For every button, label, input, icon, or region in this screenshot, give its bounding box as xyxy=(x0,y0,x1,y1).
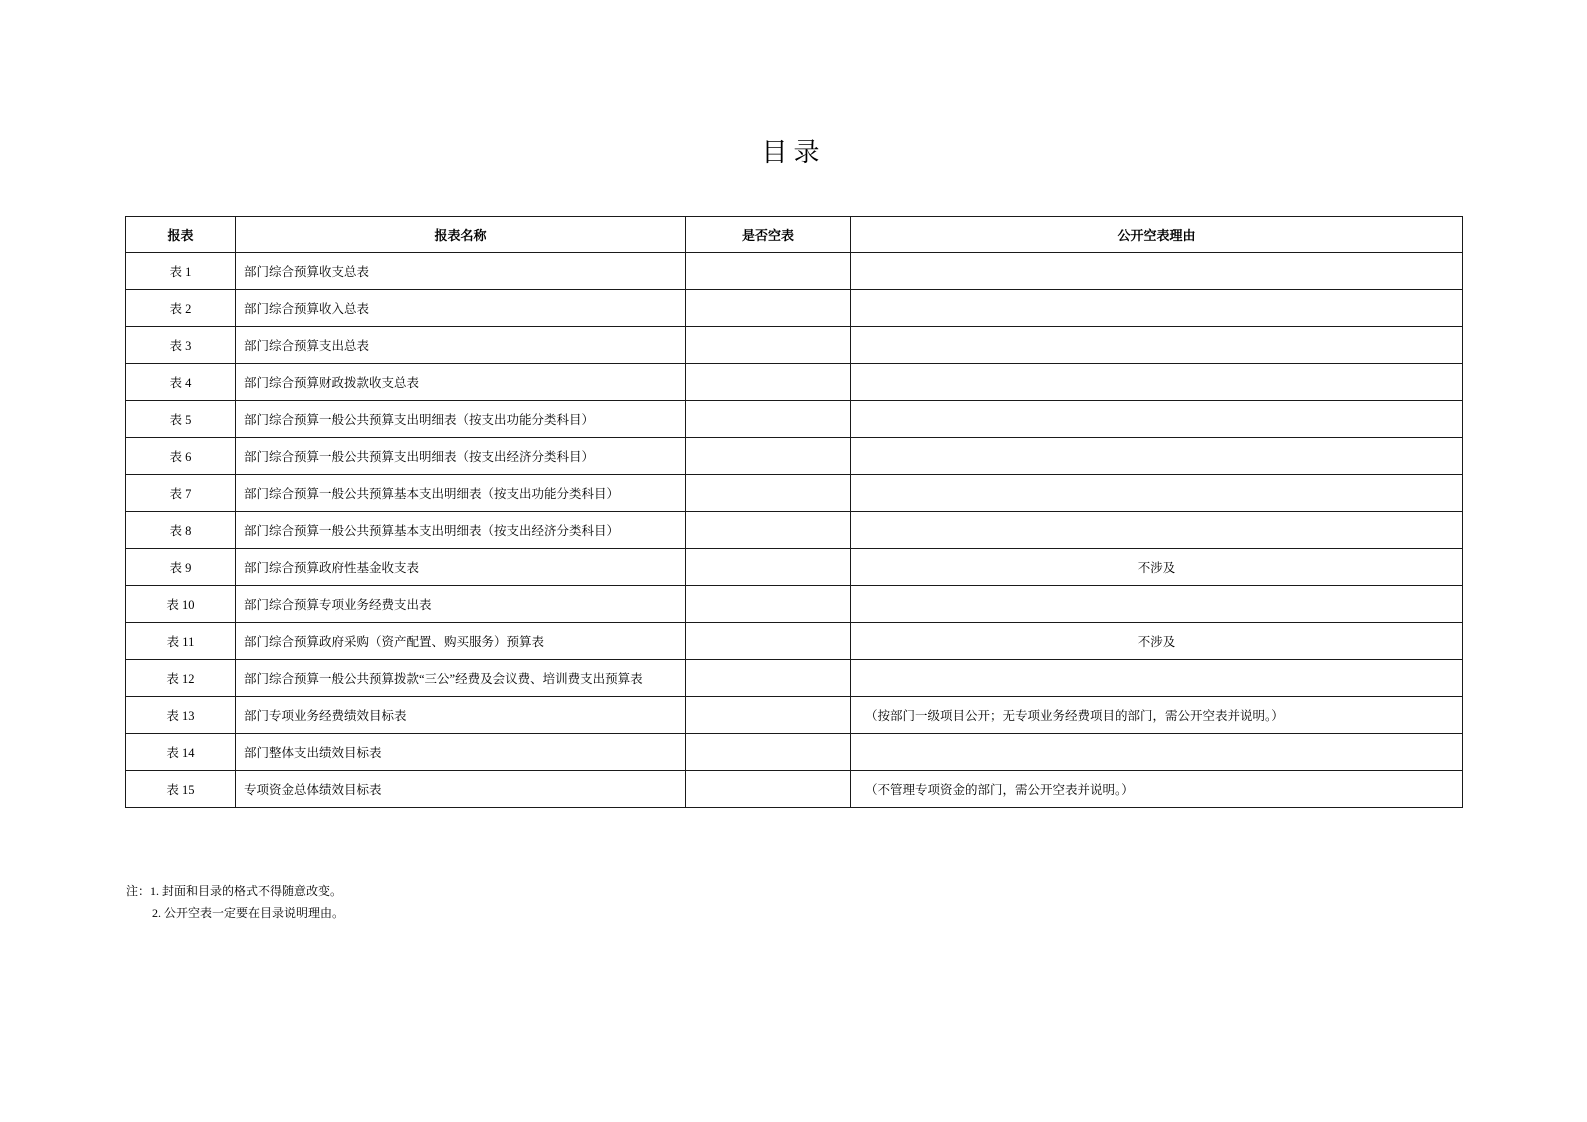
cell-name: 部门综合预算政府采购（资产配置、购买服务）预算表 xyxy=(236,623,686,660)
cell-name: 部门综合预算支出总表 xyxy=(236,327,686,364)
cell-is-empty xyxy=(686,512,851,549)
cell-name: 部门综合预算财政拨款收支总表 xyxy=(236,364,686,401)
cell-name: 部门综合预算一般公共预算支出明细表（按支出经济分类科目） xyxy=(236,438,686,475)
cell-no: 表 14 xyxy=(126,734,236,771)
cell-name: 部门综合预算一般公共预算基本支出明细表（按支出功能分类科目） xyxy=(236,475,686,512)
column-header-reason: 公开空表理由 xyxy=(851,217,1463,253)
cell-reason: （不管理专项资金的部门，需公开空表并说明。） xyxy=(851,771,1463,808)
cell-is-empty xyxy=(686,623,851,660)
cell-no: 表 6 xyxy=(126,438,236,475)
cell-reason xyxy=(851,512,1463,549)
cell-no: 表 9 xyxy=(126,549,236,586)
cell-reason xyxy=(851,290,1463,327)
cell-no: 表 11 xyxy=(126,623,236,660)
cell-no: 表 4 xyxy=(126,364,236,401)
cell-no: 表 2 xyxy=(126,290,236,327)
cell-reason xyxy=(851,734,1463,771)
footnote-line-1: 注：1. 封面和目录的格式不得随意改变。 xyxy=(126,884,343,898)
cell-reason xyxy=(851,401,1463,438)
cell-name: 部门综合预算政府性基金收支表 xyxy=(236,549,686,586)
cell-no: 表 15 xyxy=(126,771,236,808)
cell-name: 部门综合预算收入总表 xyxy=(236,290,686,327)
cell-no: 表 10 xyxy=(126,586,236,623)
table-header xyxy=(126,217,1463,253)
cell-is-empty xyxy=(686,401,851,438)
table-row xyxy=(126,290,1463,327)
cell-name: 部门综合预算一般公共预算基本支出明细表（按支出经济分类科目） xyxy=(236,512,686,549)
table-row xyxy=(126,512,1463,549)
cell-name: 部门综合预算一般公共预算拨款“三公”经费及会议费、培训费支出预算表 xyxy=(236,660,686,697)
cell-reason xyxy=(851,327,1463,364)
cell-name: 部门整体支出绩效目标表 xyxy=(236,734,686,771)
table-row xyxy=(126,586,1463,623)
cell-is-empty xyxy=(686,253,851,290)
cell-reason xyxy=(851,253,1463,290)
table-row xyxy=(126,771,1463,808)
cell-name: 部门专项业务经费绩效目标表 xyxy=(236,697,686,734)
cell-is-empty xyxy=(686,697,851,734)
cell-reason xyxy=(851,586,1463,623)
cell-reason xyxy=(851,475,1463,512)
table-header-row xyxy=(126,217,1463,253)
cell-reason xyxy=(851,364,1463,401)
column-header-no: 报表 xyxy=(126,217,236,253)
cell-is-empty xyxy=(686,364,851,401)
cell-name: 部门综合预算收支总表 xyxy=(236,253,686,290)
table-row xyxy=(126,623,1463,660)
table-row xyxy=(126,475,1463,512)
cell-reason xyxy=(851,660,1463,697)
table-row xyxy=(126,549,1463,586)
cell-is-empty xyxy=(686,586,851,623)
cell-no: 表 1 xyxy=(126,253,236,290)
footnote-line-2: 2. 公开空表一定要在目录说明理由。 xyxy=(152,906,345,920)
table-row xyxy=(126,253,1463,290)
cell-no: 表 8 xyxy=(126,512,236,549)
cell-reason: 不涉及 xyxy=(851,549,1463,586)
table-body xyxy=(126,253,1463,808)
cell-reason xyxy=(851,438,1463,475)
column-header-is-empty: 是否空表 xyxy=(686,217,851,253)
cell-no: 表 7 xyxy=(126,475,236,512)
toc-table xyxy=(125,216,1463,808)
table-row xyxy=(126,438,1463,475)
cell-is-empty xyxy=(686,475,851,512)
cell-is-empty xyxy=(686,327,851,364)
cell-is-empty xyxy=(686,734,851,771)
table-row xyxy=(126,697,1463,734)
table-row xyxy=(126,401,1463,438)
table-row xyxy=(126,364,1463,401)
cell-no: 表 13 xyxy=(126,697,236,734)
cell-is-empty xyxy=(686,290,851,327)
cell-is-empty xyxy=(686,438,851,475)
cell-reason: （按部门一级项目公开；无专项业务经费项目的部门，需公开空表并说明。） xyxy=(851,697,1463,734)
cell-no: 表 5 xyxy=(126,401,236,438)
table-row xyxy=(126,327,1463,364)
cell-no: 表 3 xyxy=(126,327,236,364)
column-header-name: 报表名称 xyxy=(236,217,686,253)
footnotes xyxy=(126,880,344,924)
table-row xyxy=(126,734,1463,771)
cell-name: 部门综合预算专项业务经费支出表 xyxy=(236,586,686,623)
cell-is-empty xyxy=(686,771,851,808)
cell-is-empty xyxy=(686,660,851,697)
cell-name: 部门综合预算一般公共预算支出明细表（按支出功能分类科目） xyxy=(236,401,686,438)
cell-is-empty xyxy=(686,549,851,586)
page-title: 目录 xyxy=(761,137,826,167)
cell-name: 专项资金总体绩效目标表 xyxy=(236,771,686,808)
cell-reason: 不涉及 xyxy=(851,623,1463,660)
table-row xyxy=(126,660,1463,697)
cell-no: 表 12 xyxy=(126,660,236,697)
